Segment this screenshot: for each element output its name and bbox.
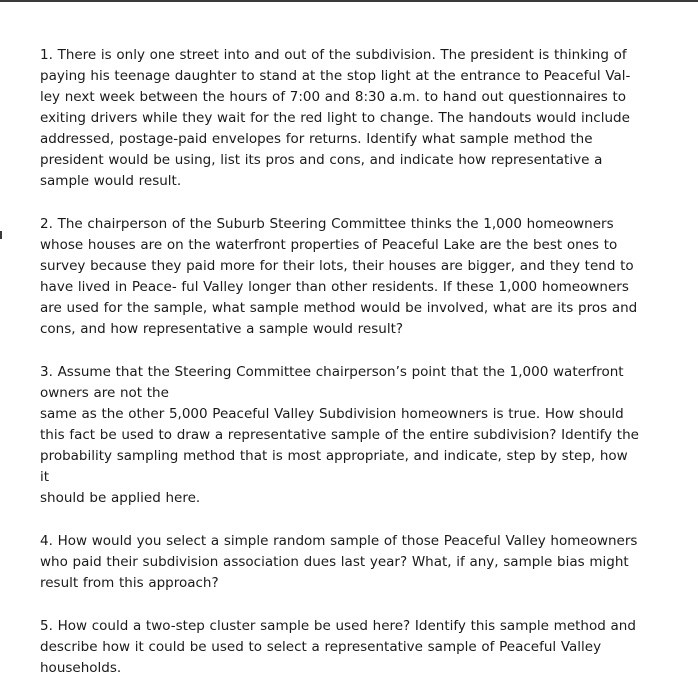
question-4: 4. How would you select a simple random sample of those Peaceful Valley homeowners who paid their subdivision association dues last year? What, if any, sample bias might result from this approach? [40, 533, 638, 591]
left-edge-mark [0, 231, 2, 239]
question-3: 3. Assume that the Steering Committee chairperson’s point that the 1,000 waterfront owners are not the same as the other 5,000 Peaceful Valley Subdivision homeowners is true. How should this fact be used to draw a representative sample of the entire subdivision? Identify the probability sampling method that is most appropriate, and indicate, step by step, how it should be applied here. [40, 364, 639, 506]
questions-list [40, 45, 640, 679]
question-2: 2. The chairperson of the Suburb Steering Committee thinks the 1,000 homeowners whose houses are on the waterfront properties of Peaceful Lake are the best ones to survey because they paid more for their lots, their houses are bigger, and they tend to have lived in Peace- ful Valley longer than other residents. If these 1,000 homeowners are used for the sample, what sample method would be involved, what are its pros and cons, and how representative a sample would result? [40, 216, 638, 337]
question-1: 1. There is only one street into and out of the subdivision. The president is thinking of paying his teenage daughter to stand at the stop light at the entrance to Peaceful Val- ley next week between the hours of 7:00 and 8:30 a.m. to hand out questionnaires to exiting drivers while they wait for the red light to change. The handouts would include addressed, postage-paid envelopes for returns. Identify what sample method the president would be using, list its pros and cons, and indicate how representative a sample would result. [40, 47, 631, 189]
top-border [0, 0, 698, 2]
question-5: 5. How could a two-step cluster sample be used here? Identify this sample method and describe how it could be used to select a representative sample of Peaceful Valley households. [40, 618, 636, 676]
